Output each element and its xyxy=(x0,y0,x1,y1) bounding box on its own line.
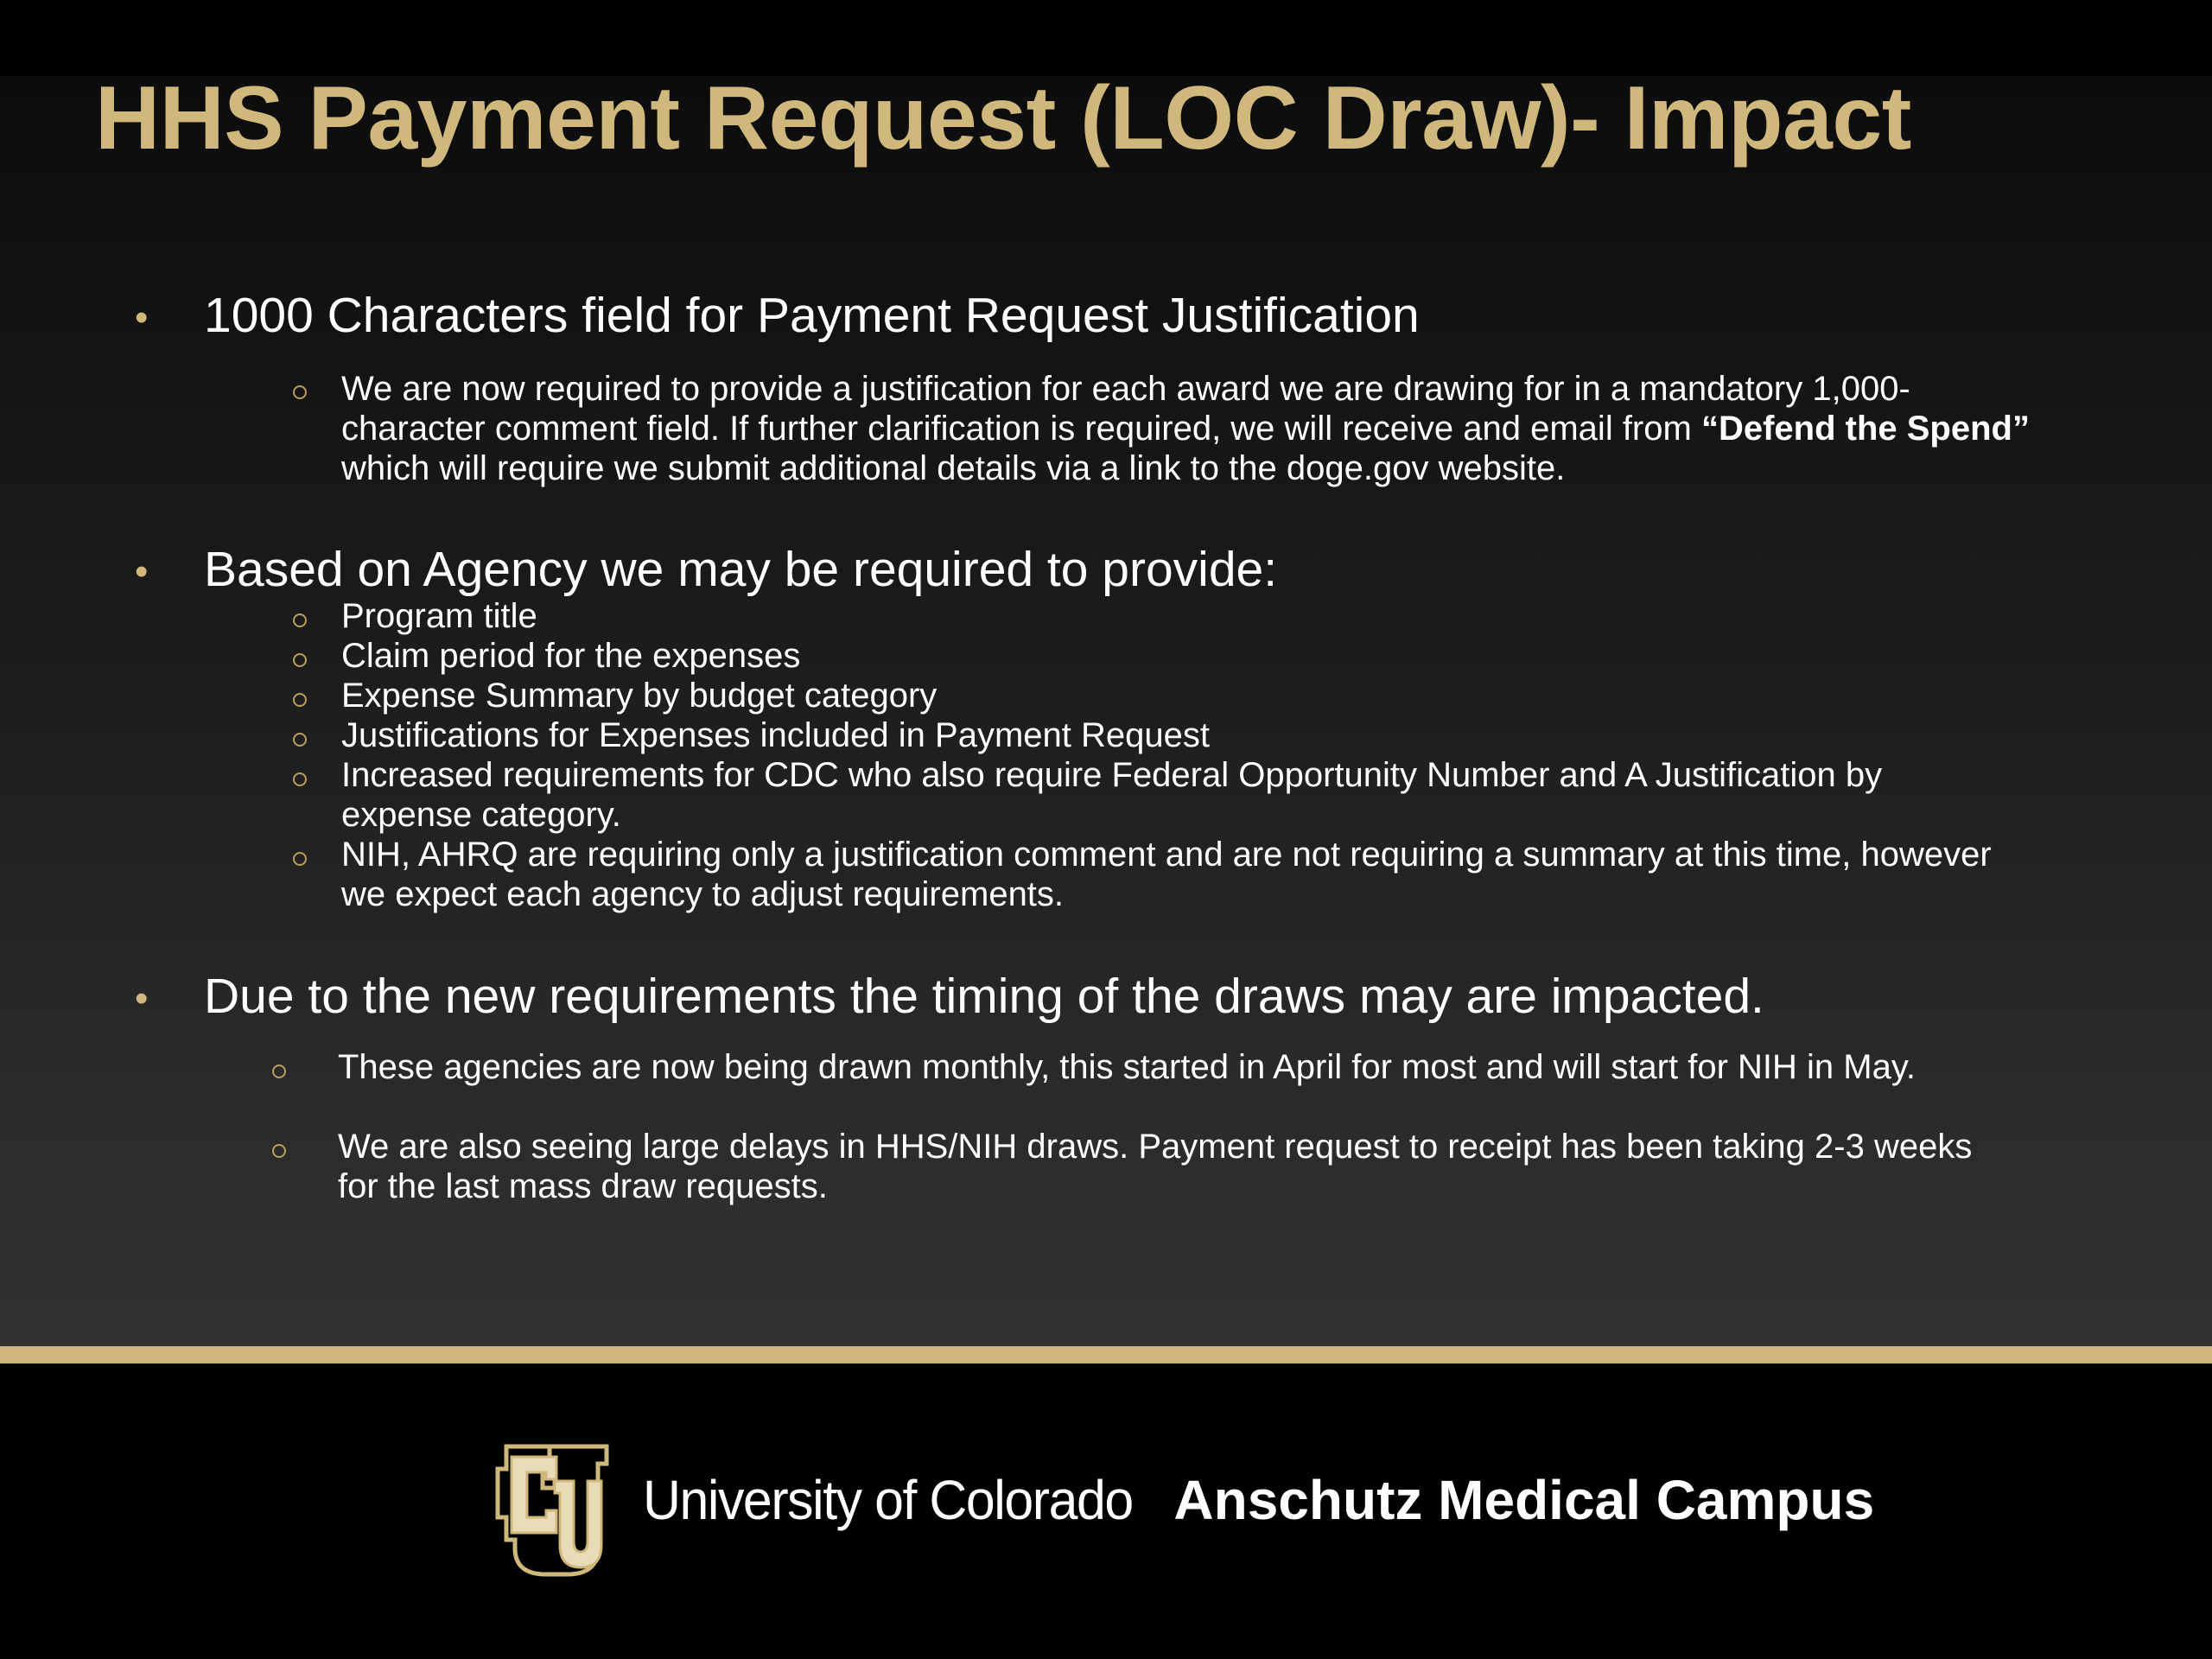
section-2-heading: Based on Agency we may be required to provide: xyxy=(204,542,1278,597)
footer-institution-name xyxy=(643,1469,1874,1531)
bullet-icon: • xyxy=(135,977,149,1020)
cu-logo-icon xyxy=(494,1438,619,1583)
section-1-detail-text: We are now required to provide a justification for each award we are drawing for in a mandatory 1,000-character comment field. If further clarification is required, we will receive and email from xyxy=(341,370,1910,448)
bullet-icon: • xyxy=(135,550,149,593)
list-item: We are also seeing large delays in HHS/NIH draws. Payment request to receipt has been taking 2-3 weeks for the last mass draw requests. xyxy=(338,1128,1973,1205)
list-item: Claim period for the expenses xyxy=(341,637,801,675)
list-item: These agencies are now being drawn monthly, this started in April for most and will start for NIH in May. xyxy=(338,1048,1916,1086)
circle-bullet-icon xyxy=(272,1144,286,1158)
footer-name-light: University of Colorado xyxy=(643,1469,1133,1531)
circle-bullet-icon xyxy=(293,852,307,866)
list-item: Program title xyxy=(341,597,537,635)
list-item: Increased requirements for CDC who also require Federal Opportunity Number and A Justification by expense category. xyxy=(341,756,1883,834)
circle-bullet-icon xyxy=(293,772,307,786)
gold-divider xyxy=(0,1346,2212,1363)
list-item: Expense Summary by budget category xyxy=(341,677,938,715)
list-item: Justifications for Expenses included in Payment Request xyxy=(341,716,1210,754)
section-1-heading: 1000 Characters field for Payment Request Justification xyxy=(204,288,1420,343)
bullet-icon: • xyxy=(135,296,149,339)
list-item: NIH, AHRQ are requiring only a justification comment and are not requiring a summary at this time, however we expect each agency to adjust requirements. xyxy=(341,836,1992,913)
footer-name-bold: Anschutz Medical Campus xyxy=(1173,1469,1875,1531)
circle-bullet-icon xyxy=(293,733,307,747)
slide-title: HHS Payment Request (LOC Draw)- Impact xyxy=(95,68,1911,168)
circle-bullet-icon xyxy=(293,693,307,707)
section-1-detail-bold: “Defend the Spend” xyxy=(1700,410,2030,448)
circle-bullet-icon xyxy=(272,1065,286,1078)
circle-bullet-icon xyxy=(293,613,307,627)
section-1-detail xyxy=(341,369,2039,488)
section-1-detail-text-end: which will require we submit additional details via a link to the doge.gov website. xyxy=(341,449,1566,487)
circle-bullet-icon xyxy=(293,653,307,667)
section-3-heading: Due to the new requirements the timing of the draws may are impacted. xyxy=(204,969,1764,1024)
circle-bullet-icon xyxy=(293,385,307,399)
